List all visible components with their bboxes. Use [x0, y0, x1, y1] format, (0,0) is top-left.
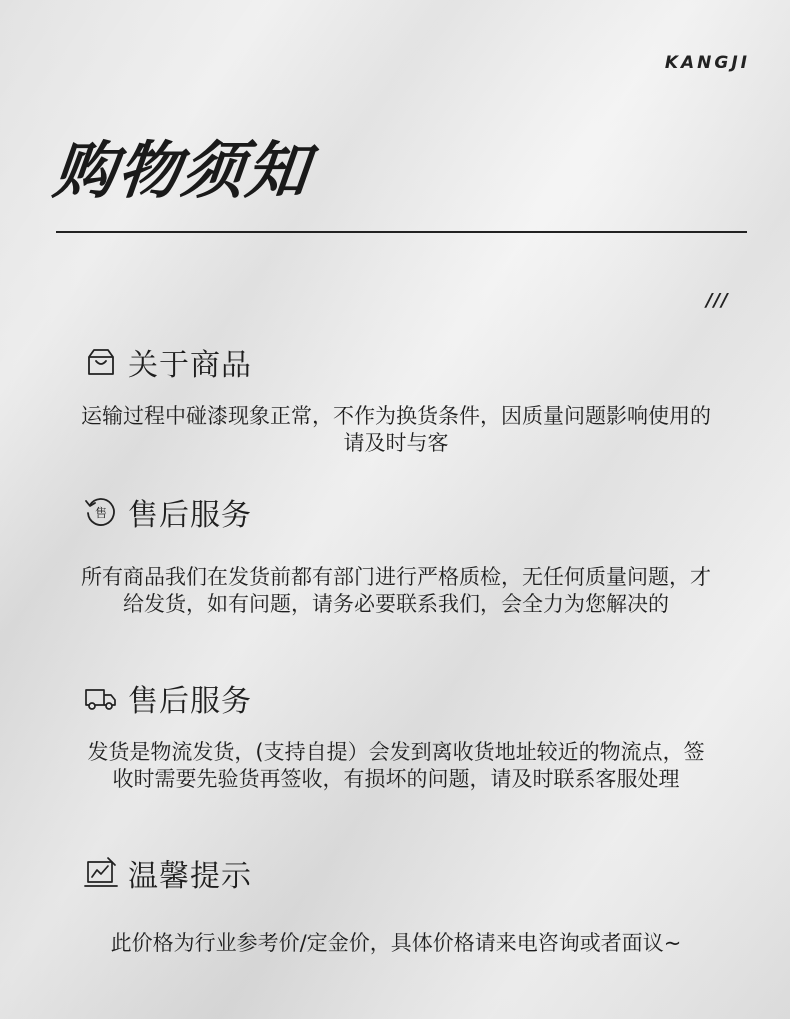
title-divider [56, 231, 747, 233]
section-body-after-sale: 所有商品我们在发货前都有部门进行严格质检，无任何质量问题，才给发货，如有问题，请务必要联系我们，会全力为您解决的 [81, 565, 711, 616]
section-body-shipping: 发货是物流发货，(支持自提）会发到离收货地址较近的物流点，签收时需要先验货再签收，有损坏的问题，请及时联系客服处理 [87, 740, 705, 791]
section-heading-label: 售后服务 [128, 684, 252, 719]
section-heading-tips [84, 851, 252, 895]
section-heading-shipping [84, 676, 252, 720]
section-body-tips: 此价格为行业参考价/定金价，具体价格请来电咨询或者面议~ [110, 931, 682, 955]
shopping-bag-icon [84, 345, 118, 379]
after-sale-refresh-icon [84, 495, 118, 529]
chart-board-icon [84, 856, 118, 890]
section-heading-label: 温馨提示 [128, 859, 252, 894]
section-heading-product [84, 340, 252, 384]
section-heading-label: 售后服务 [128, 498, 252, 533]
section-heading-after-sale [84, 490, 252, 534]
after-sale-icon-glyph: 售 [94, 506, 108, 520]
page-title: 购物须知 [50, 134, 314, 207]
decorative-slashes: /// [706, 290, 729, 311]
section-heading-label: 关于商品 [128, 348, 252, 383]
brand-logo: KANGJI [664, 53, 750, 73]
delivery-truck-icon [84, 681, 118, 715]
section-body-product: 运输过程中碰漆现象正常，不作为换货条件，因质量问题影响使用的请及时与客 [81, 404, 711, 455]
